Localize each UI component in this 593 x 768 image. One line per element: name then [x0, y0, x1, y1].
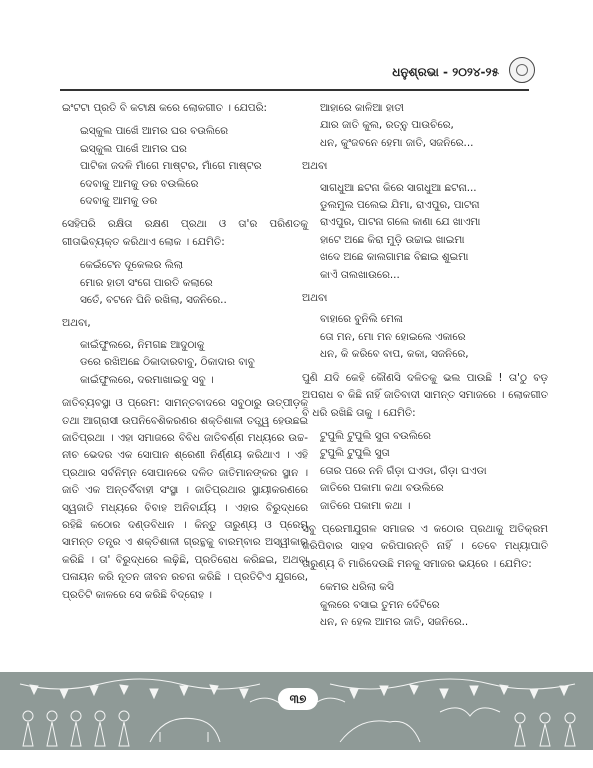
- running-header: [60, 63, 529, 91]
- verse-line: କାଇଁଫୁଲରେ, ନିମଗଛ ଆଦୁଠାକୁ: [80, 338, 205, 351]
- verse-line: ଖଦେ ଅଛେ କାଲଗାମଛ ବିଛାଇ ଶୁଇମା: [320, 251, 469, 264]
- alt-label: ଅଥବା: [302, 160, 328, 173]
- verse-line: ସାଗଧୁଆ ଛଟନା କିରେ ସାଗଧୁଆ ଛଟନା...: [320, 181, 477, 194]
- verse-line: ଜାତିରେ ପକାମା କଥା ବଉଲିରେ: [320, 482, 444, 495]
- verse-line: କୁଲରେ ବସାଇ ତୁମନ ଦେଁଟିରେ: [320, 598, 440, 611]
- left-column: [62, 100, 308, 610]
- verse-block: [62, 257, 308, 309]
- verse-block: [302, 579, 548, 631]
- page-number: ୩୭: [278, 688, 318, 710]
- verse-line: ରାଏପୁର, ପାଟନା ଗଲେ କାଣା ଯେ ଖାଏମା: [320, 216, 481, 229]
- emblem-icon: [509, 57, 535, 83]
- folk-art-illustration: [0, 672, 593, 750]
- verse-line: ଡୁଲମୁଲ ପଲେଇ ଯିମା, ରାଏପୁର, ପାଟନା: [320, 199, 480, 212]
- verse-block: [302, 311, 548, 363]
- verse-line: କାଇଁଫୁଲରେ, ଦରମାଖାଇବୁ ସବୁ ।: [80, 373, 214, 386]
- paragraph: ଜାତିବ୍ୟବସ୍ଥା ଓ ପ୍ରେମ: ସାମନ୍ତବାଦରେ ସବୁଠାରୁ ଉତ୍ପୀଡ଼କ ତଥା ଆଗ୍ରାସୀ ଉପନିବେଶିକରଣର ଶକ୍ତିଶାଳୀ ତତ୍ତ୍ୱ ହେଉଛଇ ଜାତିପ୍ରଥା । ଏହା ସମାଜରେ ବିବିଧ ଜାତିବର୍ଣ୍ଣ ମଧ୍ୟରେ ଉଚ୍ଚ-ନୀଚ ଭେଦର ଏକ ସୋପାନ ଶ୍ରେଣୀ ନିର୍ଣ୍ଣୟ କରିଥାଏ । ଏହି ପ୍ରଥାର ସର୍ବନିମ୍ନ ସୋପାନରେ ଦଳିତ ଜାତିମାନଙ୍କର ସ୍ଥାନ । ଜାତି ଏକ ଅନ୍ତର୍ବିବାହୀ ସଂସ୍ଥା । ଜାତିପ୍ରଥାର ସ୍ଥାୟୀକରଣରେ ସ୍ୱଜାତି ମଧ୍ୟରେ ବିବାହ ଅନିବାର୍ଯ୍ୟ । ଏହାର ବିରୁଦ୍ଧରେ ରହିଛି କଠୋର ଦଣ୍ଡବିଧାନ । କିନ୍ତୁ ତାରୁଣ୍ୟ ଓ ପ୍ରେମ ସାମନ୍ତ ତନ୍ତ୍ର ଏ ଶକ୍ତିଶାଳୀ ଗ୍ରନ୍ଥକୁ ବାରମ୍ବାର ଅସ୍ୱୀକାର କରିଛି । ତା' ବିରୁଦ୍ଧରେ ଲଢ଼ିଛି, ପ୍ରତିରୋଧ କରିଛଇ, ଅଥବା ପଳାୟନ କରି ନୂତନ ଜୀବନ ରଚନା କରିଛି । ପ୍ରତିଟିଏ ଯୁଗରେ, ପ୍ରତିଟି କାଳରେ ସେ କରିଛି ବିଦ୍ରୋହ ।: [62, 397, 308, 601]
- paragraph: ଇଂଟଟା ପ୍ରତି ବି କଟାକ୍ଷ କରେ ଲୋକଗୀତ । ଯେପରି:: [62, 102, 267, 114]
- verse-line: ଟୁପୁଲି ଟୁପୁଲି ସୁତା: [320, 447, 390, 460]
- verse-line: କାଏଁ ତାଲଖାଉରେ...: [320, 268, 400, 281]
- verse-line: ଜାତିରେ ପକାମା କଥା ।: [320, 499, 411, 512]
- alt-label: ଅଥବା: [302, 292, 328, 305]
- footer-band: [0, 672, 593, 750]
- verse-line: କେଇଁଟେନ ଦୂକେଲର ଲିଲା: [80, 259, 183, 272]
- verse-line: ଦେବାକୁ ଆମକୁ ଡର ବଉଲିରେ: [80, 177, 199, 190]
- verse-line: ତୋର ପରେ ନନି ଗଁଡ଼ା ଘଏଡା, ଗଁଡ଼ା ଘଏଡା: [320, 464, 487, 477]
- verse-line: ଇସ୍କୁଲ ପାଖେଁ ଆମର ଘର ବଉଲିରେ: [80, 125, 228, 138]
- verse-line: ପାଟିକା ଜଦଳି ମାଁଗେ ମାଷ୍ଟର, ମାଁଗେ ମାଷ୍ଟର: [80, 160, 262, 173]
- verse-block: [62, 337, 308, 389]
- paragraph: ପୁଣି ଯଦି କେହି କୌଣସି ଦଳିତକୁ ଭଲ ପାଉଛି ! ତା'ଠୁ ବଡ଼ ଅପରାଧ ବ କିଛି ନାହିଁ ଜାତିବାଦୀ ସାମନ୍ତ ସମାଜରେ । ଲୋକଗୀତ ବି ଧରି ରଖିଛି ତାକୁ । ଯେମିତି:: [302, 371, 548, 419]
- verse-block: [302, 428, 548, 515]
- verse-line: ଟୁପୁଲି ଟୁପୁଲି ସୁତା ବଉଲିରେ: [320, 429, 431, 442]
- verse-line: ଦେବାକୁ ଆମକୁ ଡର: [80, 195, 158, 208]
- verse-line: ଡରେ ରଖିଅଛେ ଠିକାଦାରବାବୁ, ଠିକାଦାର ବାବୁ: [80, 356, 255, 369]
- verse-line: ଧନ, ନ ହେଲ ଆମର ଜାତି, ସଜନିରେ..: [320, 615, 469, 628]
- alt-label: ଅଥବା,: [62, 317, 91, 330]
- header-title: ଧନୁଶ୍ରଭା - ୨୦୨୪-୨୫: [392, 65, 499, 79]
- verse-line: ବାହାରେ ବୁନିଲି ମେଳା: [320, 313, 403, 326]
- right-column: [302, 100, 548, 637]
- verse-line: ଧନ, କୁଂଜବନେ ହେମା ଜାତି, ସଜନିରେ...: [320, 136, 474, 149]
- paragraph: ସେହିପରି ରକ୍ଷିତା ରକ୍ଷଣ ପ୍ରଥା ଓ ତା'ର ପରିଣତକୁ ଗୀତାଭିବ୍ୟକ୍ତ କରିଥାଏ ଲୋକ । ଯେମିତି:: [62, 218, 308, 248]
- verse-line: ଯାର ଜାତି କୁଲ, ରତ୍ନୁ ପାଉଚିରେ,: [320, 119, 454, 132]
- paragraph: ସବୁ ପ୍ରେମୀଯୁଗଳ ସମାଜର ଏ କଠୋର ପ୍ରଥାକୁ ଅତିକ୍ରମ କରିପିବାର ସାହସ କରିପାରନ୍ତି ନାହିଁ । ତେବେ ମଧ୍ୟାପାତି ତାରୁଣ୍ୟ ବି ମାରିଦେଉଛି ମନକୁ ସମାଜର ଭୟରେ । ଯେମିତ:: [302, 522, 548, 570]
- verse-line: ତୋ ମନ, ମୋ ମନ ହୋଇଲେ ଏକାରେ: [320, 330, 466, 343]
- verse-block: [62, 123, 308, 210]
- verse-line: ହାଟେ ଅଛେ କିରା ମୁଡ଼ି ଉଚ୍ଚାଇ ଖାଇମା: [320, 233, 465, 246]
- verse-line: ଇସ୍କୁଲ ପାଖେଁ ଆମର ଘର: [80, 142, 187, 155]
- verse-block: [302, 180, 548, 284]
- verse-line: ଆହାରେ କାଳିଆ ହାତୀ: [320, 102, 404, 114]
- verse-line: ଧନ, କି କରିବେ ବାପ, କକା, ସଜନିରେ,: [320, 348, 469, 361]
- verse-line: କେମର ଧରିଲା କସି: [320, 581, 394, 594]
- verse-line: ମୋର ହାତୀ ସଂଗେ ପାରତି କଲାରେ: [80, 276, 213, 289]
- verse-block: [302, 100, 548, 152]
- verse-line: ସତେଁ, ବଟନେ ଘିନି ରଖିଲା, ସଜନିରେ..: [80, 294, 227, 307]
